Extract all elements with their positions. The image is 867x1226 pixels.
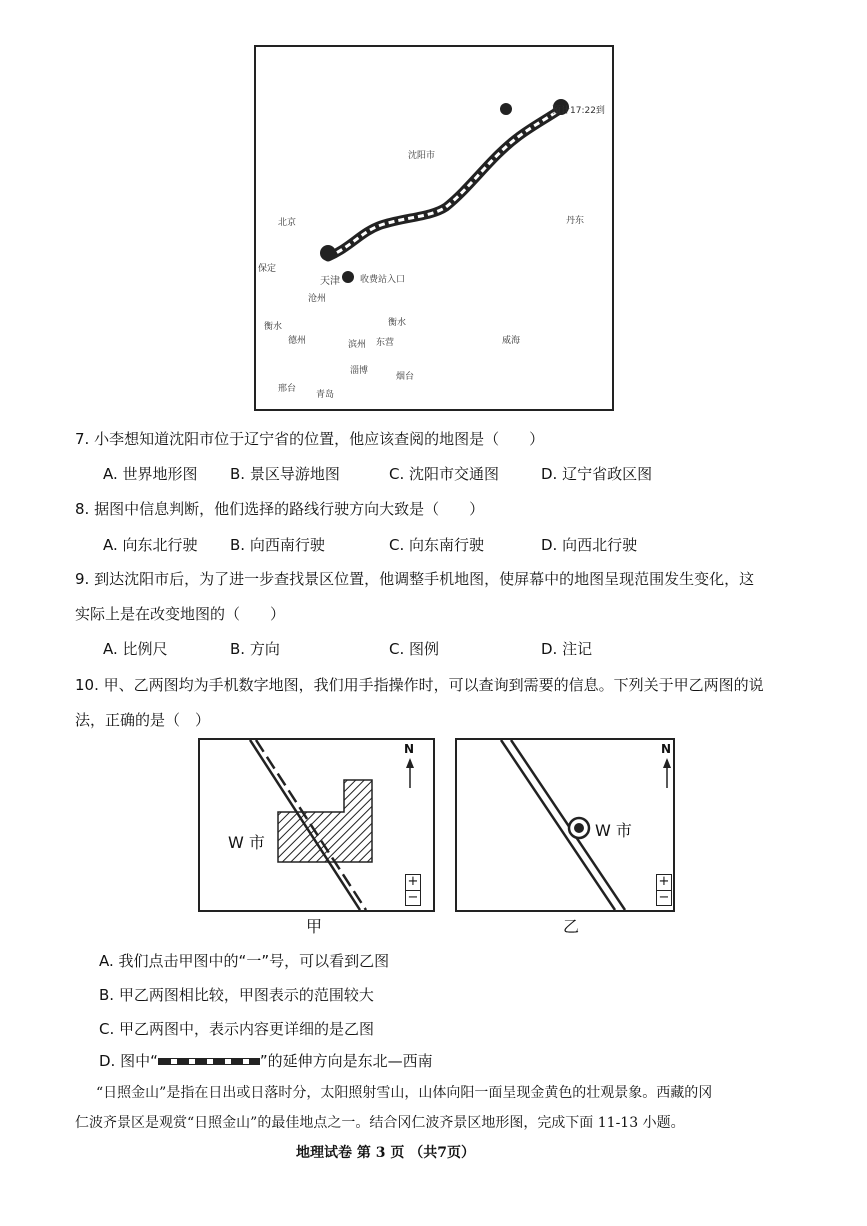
option-8c xyxy=(389,535,484,555)
option-text: 方向 xyxy=(249,640,280,658)
zoom-in-button[interactable]: + xyxy=(407,874,419,889)
zoom-in-button[interactable]: + xyxy=(658,874,670,889)
option-7d xyxy=(541,464,652,484)
option-8b xyxy=(230,535,325,555)
option-10c xyxy=(99,1019,374,1039)
zoom-out-button[interactable]: − xyxy=(658,890,670,905)
map-jia-drawing xyxy=(200,740,433,910)
option-8a xyxy=(103,535,198,555)
map-waypoint-label: 沈阳市 xyxy=(408,151,436,161)
jia-city-label: W 市 xyxy=(228,833,265,852)
map-place-label: 东营 xyxy=(376,338,395,348)
yi-city-label: W 市 xyxy=(595,821,632,840)
option-9a xyxy=(103,639,168,659)
passage-line-1: “日照金山”是指在日出或日落时分，太阳照射雪山，山体向阳一面呈现金黄色的壮观景象。西藏的冈 xyxy=(96,1085,713,1101)
map-place-label: 青岛 xyxy=(316,390,335,400)
zoom-control[interactable] xyxy=(656,874,672,906)
map-yi-drawing xyxy=(457,740,673,910)
question-8 xyxy=(75,499,484,519)
question-7 xyxy=(75,429,544,449)
question-9 xyxy=(75,569,754,589)
page-footer: 地理试卷 第 3 页 （共7页） xyxy=(296,1145,475,1161)
option-key: C. xyxy=(389,536,405,554)
north-arrow-icon: N xyxy=(404,742,415,756)
map-place-label: 衡水 xyxy=(264,322,283,332)
option-7c xyxy=(389,464,499,484)
option-8d xyxy=(541,535,637,555)
map-place-label: 北京 xyxy=(278,218,297,228)
map-yi-caption: 乙 xyxy=(563,917,580,936)
option-text: 辽宁省政区图 xyxy=(562,465,653,483)
option-text-after: ”的延伸方向是东北—西南 xyxy=(259,1052,433,1070)
question-text: 据图中信息判断，他们选择的路线行驶方向大致是（ ） xyxy=(94,500,485,518)
question-text: 到达沈阳市后，为了进一步查找景区位置，他调整手机地图，使屏幕中的地图呈现范围发生变化，这 xyxy=(94,570,755,588)
map-place-label: 滨州 xyxy=(348,340,367,350)
option-key: A. xyxy=(103,536,118,554)
route-map xyxy=(254,45,614,411)
option-9d xyxy=(541,639,592,659)
option-text: 甲乙两图相比较，甲图表示的范围较大 xyxy=(118,986,374,1004)
option-7a xyxy=(103,464,198,484)
map-place-label: 淄博 xyxy=(350,366,369,376)
zoom-out-button[interactable]: − xyxy=(407,890,419,905)
option-key: B. xyxy=(99,986,115,1004)
railway-symbol-icon xyxy=(158,1058,260,1065)
option-text-before: 图中“ xyxy=(120,1052,158,1070)
question-text: 小李想知道沈阳市位于辽宁省的位置，他应该查阅的地图是（ ） xyxy=(94,430,545,448)
option-10d xyxy=(99,1051,433,1071)
option-key: D. xyxy=(99,1052,116,1070)
map-start-label: 天津 xyxy=(320,276,340,287)
option-7b xyxy=(230,464,340,484)
option-10a xyxy=(99,951,389,971)
option-key: A. xyxy=(103,465,118,483)
question-number: 7. xyxy=(75,430,90,448)
map-jia xyxy=(198,738,435,912)
option-key: D. xyxy=(541,640,558,658)
option-text: 向西北行驶 xyxy=(562,536,638,554)
option-10b xyxy=(99,985,374,1005)
option-text: 甲乙两图中，表示内容更详细的是乙图 xyxy=(119,1020,375,1038)
option-text: 向东南行驶 xyxy=(409,536,485,554)
map-place-label: 丹东 xyxy=(566,216,585,226)
option-text: 向东北行驶 xyxy=(122,536,198,554)
map-jia-caption: 甲 xyxy=(306,917,323,936)
question-number: 8. xyxy=(75,500,90,518)
question-10 xyxy=(75,675,764,695)
option-key: A. xyxy=(103,640,118,658)
map-end-label: 预计17:22到 xyxy=(552,106,605,116)
north-arrow-icon: N xyxy=(661,742,672,756)
option-key: C. xyxy=(389,465,405,483)
map-place-label: 德州 xyxy=(288,336,307,346)
question-9-line2: 实际上是在改变地图的（ ） xyxy=(75,605,286,623)
option-key: A. xyxy=(99,952,114,970)
passage-line-2: 仁波齐景区是观赏“日照金山”的最佳地点之一。结合冈仁波齐景区地形图，完成下面 11-13 小题。 xyxy=(75,1115,685,1131)
map-place-label: 烟台 xyxy=(396,372,415,382)
option-key: B. xyxy=(230,536,246,554)
option-text: 向西南行驶 xyxy=(249,536,325,554)
question-number: 10. xyxy=(75,676,99,694)
map-yi xyxy=(455,738,675,912)
map-place-label: 保定 xyxy=(258,264,277,274)
option-key: C. xyxy=(99,1020,115,1038)
option-9c xyxy=(389,639,439,659)
option-key: B. xyxy=(230,465,246,483)
map-place-label: 邢台 xyxy=(278,384,297,394)
option-key: D. xyxy=(541,536,558,554)
option-text: 比例尺 xyxy=(122,640,168,658)
option-key: C. xyxy=(389,640,405,658)
map-place-label: 威海 xyxy=(502,336,521,346)
map-place-label: 沧州 xyxy=(308,294,327,304)
option-text: 注记 xyxy=(562,640,593,658)
option-text: 景区导游地图 xyxy=(249,465,340,483)
option-text: 世界地形图 xyxy=(122,465,198,483)
option-9b xyxy=(230,639,280,659)
question-10-line2: 法，正确的是（ ） xyxy=(75,711,211,729)
question-number: 9. xyxy=(75,570,90,588)
option-key: B. xyxy=(230,640,246,658)
route-map-drawing xyxy=(256,47,612,409)
option-text: 我们点击甲图中的“一”号，可以看到乙图 xyxy=(118,952,390,970)
question-text: 甲、乙两图均为手机数字地图，我们用手指操作时，可以查询到需要的信息。下列关于甲乙两图的说 xyxy=(103,676,764,694)
map-place-label: 衡水 xyxy=(388,318,407,328)
option-text: 图例 xyxy=(409,640,440,658)
option-text: 沈阳市交通图 xyxy=(409,465,500,483)
map-toll-label: 收费站入口 xyxy=(360,275,406,285)
option-key: D. xyxy=(541,465,558,483)
zoom-control[interactable] xyxy=(405,874,421,906)
